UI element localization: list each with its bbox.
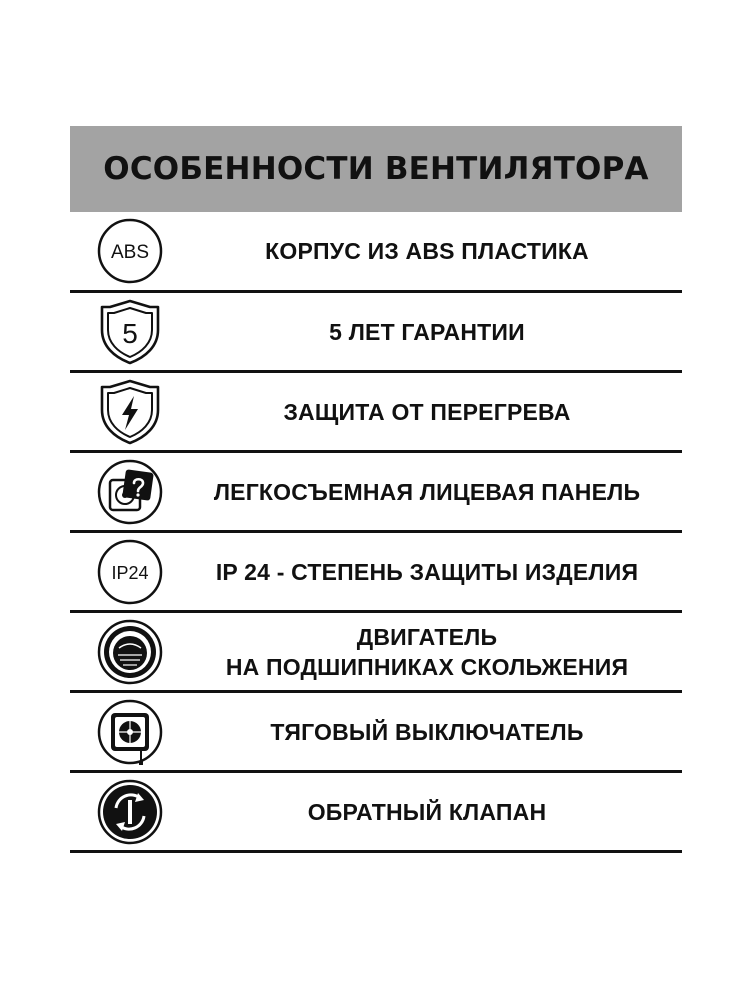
feature-label: ОБРАТНЫЙ КЛАПАН: [307, 798, 547, 825]
feature-row-panel: [70, 453, 682, 533]
header-banner: [70, 126, 682, 212]
feature-label: IP 24 - СТЕПЕНЬ ЗАЩИТЫ ИЗДЕЛИЯ: [215, 558, 639, 585]
feature-row-switch: [70, 693, 682, 773]
feature-label: 5 ЛЕТ ГАРАНТИИ: [329, 318, 525, 345]
features-card: [70, 126, 682, 853]
feature-row-abs: [70, 212, 682, 293]
warranty-years-text: 5: [122, 317, 138, 349]
warranty-shield-icon: [96, 298, 164, 366]
check-valve-icon: [96, 778, 164, 846]
feature-row-valve: [70, 773, 682, 853]
feature-label: ТЯГОВЫЙ ВЫКЛЮЧАТЕЛЬ: [270, 718, 584, 745]
sleeve-bearing-motor-icon: [96, 618, 164, 686]
removable-panel-icon: [96, 458, 164, 526]
overheat-protection-icon: [96, 378, 164, 446]
feature-row-ip24: [70, 533, 682, 613]
page-title: ОСОБЕННОСТИ ВЕНТИЛЯТОРА: [103, 151, 649, 187]
feature-label: КОРПУС ИЗ ABS ПЛАСТИКА: [265, 238, 589, 264]
pull-cord-switch-icon: [96, 698, 164, 766]
feature-row-warranty: [70, 293, 682, 373]
feature-label-line-2: НА ПОДШИПНИКАХ СКОЛЬЖЕНИЯ: [225, 653, 629, 680]
abs-material-icon: [96, 217, 164, 285]
feature-label-line-1: ДВИГАТЕЛЬ: [356, 623, 498, 650]
ip24-rating-icon: [96, 538, 164, 606]
abs-icon-text: ABS: [110, 242, 150, 263]
feature-label: ЛЕГКОСЪЕМНАЯ ЛИЦЕВАЯ ПАНЕЛЬ: [213, 478, 641, 505]
feature-row-motor: [70, 613, 682, 693]
feature-label: ЗАЩИТА ОТ ПЕРЕГРЕВА: [283, 398, 571, 425]
ip24-icon-text: IP24: [111, 562, 149, 583]
feature-row-overheat: [70, 373, 682, 453]
